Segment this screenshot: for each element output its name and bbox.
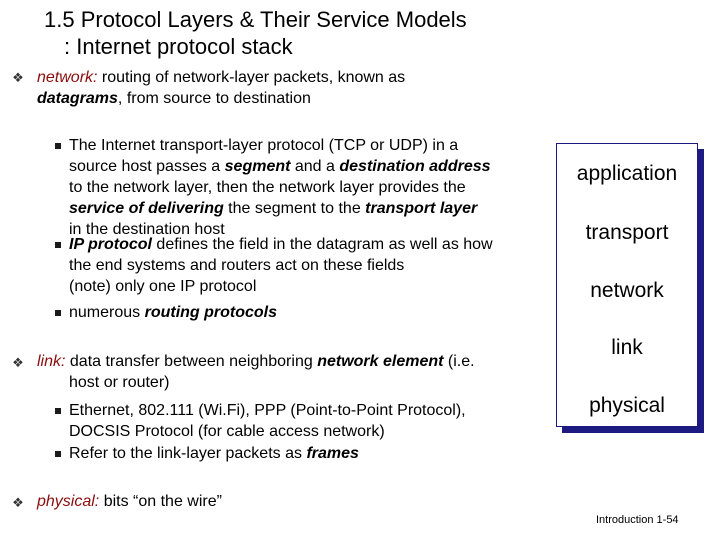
diamond-bullet-icon: ❖	[12, 355, 24, 370]
square-bullet-icon	[55, 310, 61, 316]
slide-title-line1: 1.5 Protocol Layers & Their Service Models	[44, 7, 467, 32]
stack-layer-transport: transport	[585, 221, 669, 244]
network-sub-item-3: numerous routing protocols	[69, 304, 278, 321]
datagrams-term: datagrams	[37, 90, 118, 107]
stack-layer-physical: physical	[589, 394, 665, 417]
square-bullet-icon	[55, 242, 61, 248]
stack-layer-link: link	[611, 336, 643, 359]
slide-footer: Introduction 1-54	[596, 514, 679, 526]
network-sub-item-1: The Internet transport-layer protocol (TCP or UDP) in a source host passes a segment and a destination address to the network layer, then the network layer provides the service of delivering the segment to the transport layer in the destination host	[69, 137, 491, 238]
stack-layer-network: network	[590, 279, 664, 302]
physical-label: physical:	[37, 493, 100, 510]
network-sub-item-2: IP protocol defines the field in the datagram as well as how the end systems and routers act on these fields (note) only one IP protocol	[69, 236, 493, 295]
link-sub-item-1: Ethernet, 802.111 (Wi.Fi), PPP (Point-to-Point Protocol), DOCSIS Protocol (for cable access network)	[69, 402, 466, 440]
stack-box	[556, 143, 698, 427]
protocol-stack-diagram	[556, 143, 698, 428]
diamond-bullet-icon: ❖	[12, 70, 24, 85]
square-bullet-icon	[55, 143, 61, 149]
square-bullet-icon	[55, 408, 61, 414]
link-bullet-text: link: data transfer between neighboring network element (i.e. host or router)	[37, 353, 475, 391]
slide-title-line2: : Internet protocol stack	[64, 34, 293, 59]
stack-layer-application: application	[576, 162, 678, 185]
network-label: network:	[37, 69, 98, 86]
diamond-bullet-icon: ❖	[12, 495, 24, 510]
square-bullet-icon	[55, 451, 61, 457]
link-label: link:	[37, 353, 66, 370]
network-bullet-text: network: routing of network-layer packets, known as datagrams, from source to destination	[37, 69, 406, 107]
physical-bullet-text: physical: bits “on the wire”	[37, 493, 222, 510]
link-sub-item-2: Refer to the link-layer packets as frames	[69, 445, 359, 462]
